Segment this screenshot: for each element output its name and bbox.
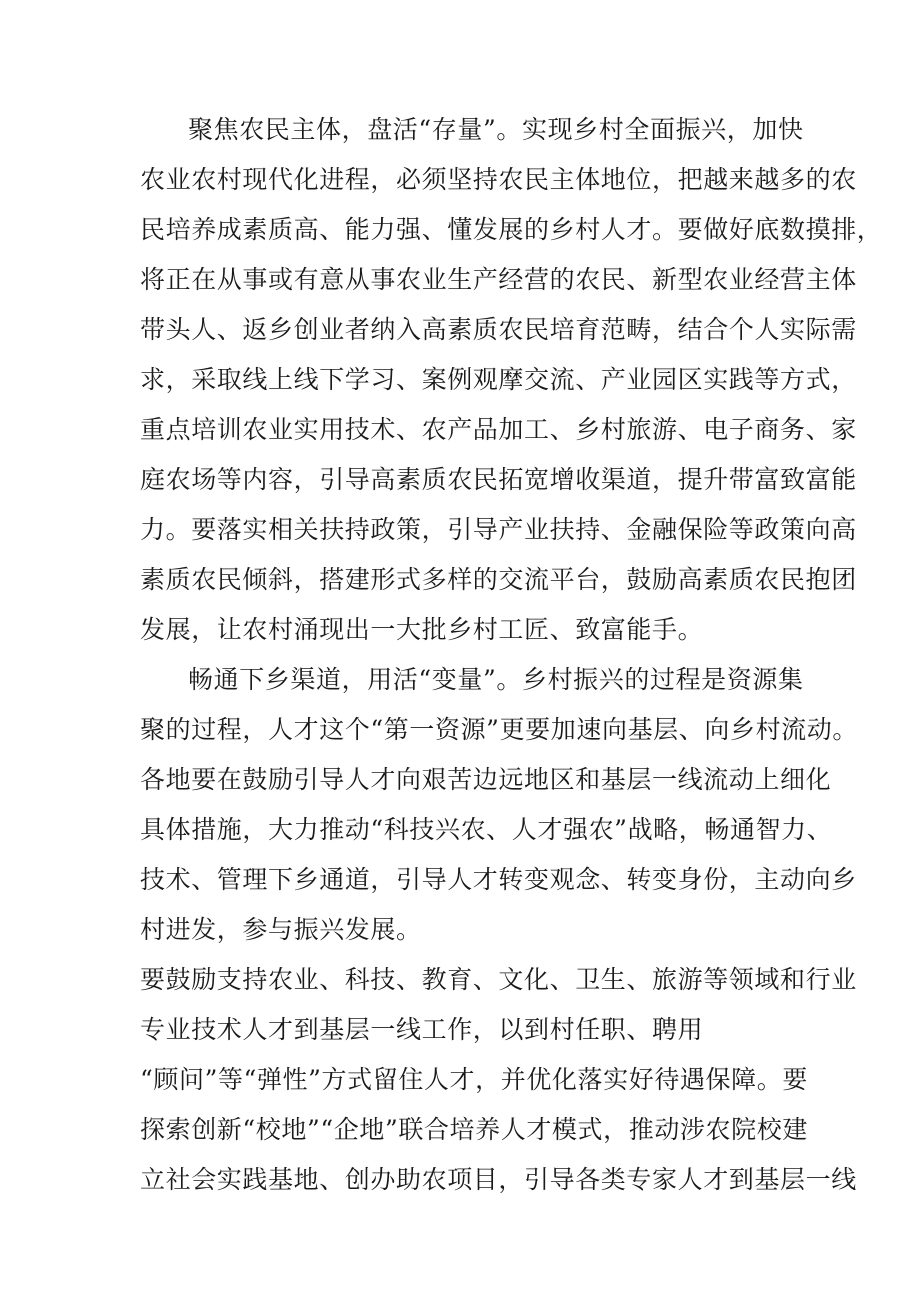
text-line: “顾问”等“弹性”方式留住人才，并优化落实好待遇保障。要 <box>140 1065 808 1094</box>
text-line: 将正在从事或有意从事农业生产经营的农民、新型农业经营主体 <box>140 265 857 294</box>
text-line: 素质农民倾斜，搭建形式多样的交流平台，鼓励高素质农民抱团 <box>140 565 857 594</box>
text-line: 重点培训农业实用技术、农产品加工、乡村旅游、电子商务、家 <box>140 415 857 444</box>
text-line: 畅通下乡渠道，用活“变量”。乡村振兴的过程是资源集 <box>188 665 804 694</box>
text-line: 民培养成素质高、能力强、懂发展的乡村人才。要做好底数摸排， <box>140 215 883 244</box>
text-line: 立社会实践基地、创办助农项目，引导各类专家人才到基层一线 <box>140 1165 857 1194</box>
text-line: 探索创新“校地”“企地”联合培养人才模式，推动涉农院校建 <box>140 1115 808 1144</box>
text-line: 专业技术人才到基层一线工作，以到村任职、聘用 <box>140 1015 704 1044</box>
text-line: 求，采取线上线下学习、案例观摩交流、产业园区实践等方式， <box>140 365 857 394</box>
text-line: 聚的过程，人才这个“第一资源”更要加速向基层、向乡村流动。 <box>140 715 858 744</box>
text-line: 村进发，参与振兴发展。 <box>140 915 422 944</box>
text-line: 要鼓励支持农业、科技、教育、文化、卫生、旅游等领域和行业 <box>140 965 857 994</box>
text-line: 具体措施，大力推动“科技兴农、人才强农”战略，畅通智力、 <box>140 815 833 844</box>
text-line: 聚焦农民主体，盘活“存量”。实现乡村全面振兴，加快 <box>188 115 804 144</box>
text-line: 发展，让农村涌现出一大批乡村工匠、致富能手。 <box>140 615 704 644</box>
text-line: 庭农场等内容，引导高素质农民拓宽增收渠道，提升带富致富能 <box>140 465 857 494</box>
text-line: 农业农村现代化进程，必须坚持农民主体地位，把越来越多的农 <box>140 165 857 194</box>
text-line: 技术、管理下乡通道，引导人才转变观念、转变身份，主动向乡 <box>140 865 857 894</box>
text-line: 力。要落实相关扶持政策，引导产业扶持、金融保险等政策向高 <box>140 515 857 544</box>
text-line: 各地要在鼓励引导人才向艰苦边远地区和基层一线流动上细化 <box>140 765 832 794</box>
text-line: 带头人、返乡创业者纳入高素质农民培育范畴，结合个人实际需 <box>140 315 857 344</box>
